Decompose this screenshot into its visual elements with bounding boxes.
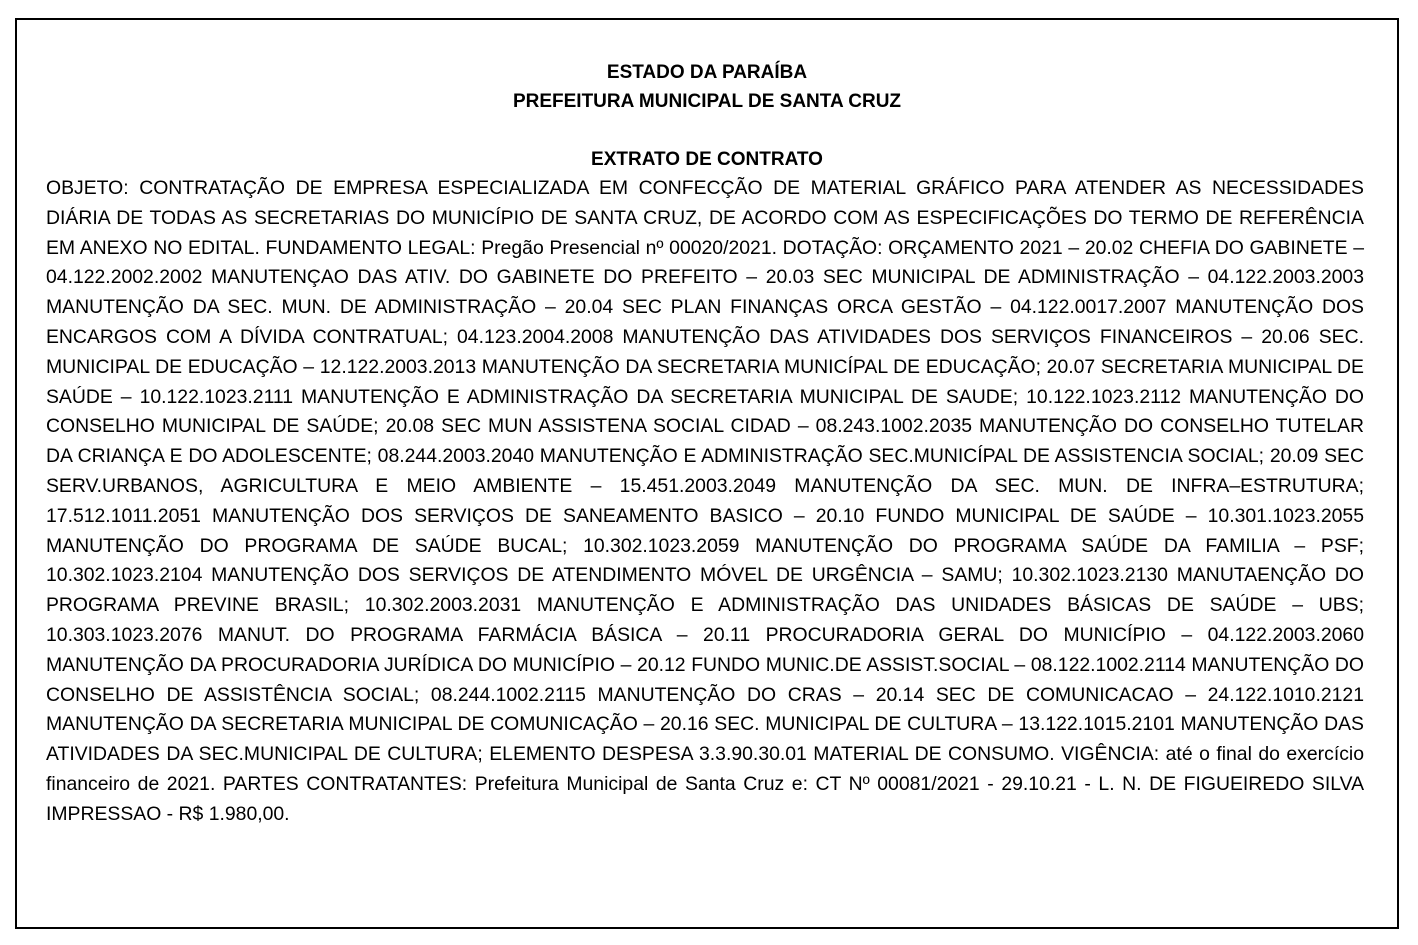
document-frame	[15, 18, 1399, 929]
prefecture-heading: PREFEITURA MUNICIPAL DE SANTA CRUZ	[512, 91, 902, 112]
state-heading: ESTADO DA PARAÍBA	[606, 62, 808, 83]
section-title: EXTRATO DE CONTRATO	[591, 149, 823, 170]
contract-body-text: OBJETO: CONTRATAÇÃO DE EMPRESA ESPECIALIZADA EM CONFECÇÃO DE MATERIAL GRÁFICO PARA ATENDER AS NECESSIDADES DIÁRIA DE TODAS AS SECRETARIAS DO MUNICÍPIO DE SANTA CRUZ, DE ACORDO COM AS ESPECIFICAÇÕES DO TERMO DE REFERÊNCIA EM ANEXO NO EDITAL. FUNDAMENTO LEGAL: Pregão Presencial nº 00020/2021. DOTAÇÃO: ORÇAMENTO 2021 – 20.02 CHEFIA DO GABINETE –04.122.2002.2002 MANUTENÇAO DAS ATIV. DO GABINETE DO PREFEITO – 20.03 SEC MUNICIPAL DE ADMINISTRAÇÃO – 04.122.2003.2003 MANUTENÇÃO DA SEC. MUN. DE ADMINISTRAÇÃO – 20.04 SEC PLAN FINANÇAS ORCA GESTÃO – 04.122.0017.2007 MANUTENÇÃO DOS ENCARGOS COM A DÍVIDA CONTRATUAL; 04.123.2004.2008 MANUTENÇÃO DAS ATIVIDADES DOS SERVIÇOS FINANCEIROS – 20.06 SEC. MUNICIPAL DE EDUCAÇÃO – 12.122.2003.2013 MANUTENÇÃO DA SECRETARIA MUNICÍPAL DE EDUCAÇÃO; 20.07 SECRETARIA MUNICIPAL DE SAÚDE – 10.122.1023.2111 MANUTENÇÃO E ADMINISTRAÇÃO DA SECRETARIA MUNICIPAL DE SAUDE; 10.122.1023.2112 MANUTENÇÃO DO CONSELHO MUNICIPAL DE SAÚDE; 20.08 SEC MUN ASSISTENA SOCIAL CIDAD – 08.243.1002.2035 MANUTENÇÃO DO CONSELHO TUTELAR DA CRIANÇA E DO ADOLESCENTE; 08.244.2003.2040 MANUTENÇÃO E ADMINISTRAÇÃO SEC.MUNICÍPAL DE ASSISTENCIA SOCIAL; 20.09 SEC SERV.URBANOS, AGRICULTURA E MEIO AMBIENTE – 15.451.2003.2049 MANUTENÇÃO DA SEC. MUN. DE INFRA–ESTRUTURA; 17.512.1011.2051 MANUTENÇÃO DOS SERVIÇOS DE SANEAMENTO BASICO – 20.10 FUNDO MUNICIPAL DE SAÚDE – 10.301.1023.2055 MANUTENÇÃO DO PROGRAMA DE SAÚDE BUCAL; 10.302.1023.2059 MANUTENÇÃO DO PROGRAMA SAÚDE DA FAMILIA – PSF; 10.302.1023.2104 MANUTENÇÃO DOS SERVIÇOS DE ATENDIMENTO MÓVEL DE URGÊNCIA – SAMU; 10.302.1023.2130 MANUTAENÇÃO DO PROGRAMA PREVINE BRASIL; 10.302.2003.2031 MANUTENÇÃO E ADMINISTRAÇÃO DAS UNIDADES BÁSICAS DE SAÚDE – UBS; 10.303.1023.2076 MANUT. DO PROGRAMA FARMÁCIA BÁSICA – 20.11 PROCURADORIA GERAL DO MUNICÍPIO – 04.122.2003.2060 MANUTENÇÃO DA PROCURADORIA JURÍDICA DO MUNICÍPIO – 20.12 FUNDO MUNIC.DE ASSIST.SOCIAL – 08.122.1002.2114 MANUTENÇÃO DO CONSELHO DE ASSISTÊNCIA SOCIAL; 08.244.1002.2115 MANUTENÇÃO DO CRAS – 20.14 SEC DE COMUNICACAO – 24.122.1010.2121 MANUTENÇÃO DA SECRETARIA MUNICIPAL DE COMUNICAÇÃO – 20.16 SEC. MUNICIPAL DE CULTURA – 13.122.1015.2101 MANUTENÇÃO DAS ATIVIDADES DA SEC.MUNICIPAL DE CULTURA; ELEMENTO DESPESA 3.3.90.30.01 MATERIAL DE CONSUMO. VIGÊNCIA: até o final do exercício financeiro de 2021. PARTES CONTRATANTES: Prefeitura Municipal de Santa Cruz e: CT Nº 00081/2021 - 29.10.21 - L. N. DE FIGUEIREDO SILVA IMPRESSAO - R$ 1.980,00.	[46, 177, 1364, 825]
